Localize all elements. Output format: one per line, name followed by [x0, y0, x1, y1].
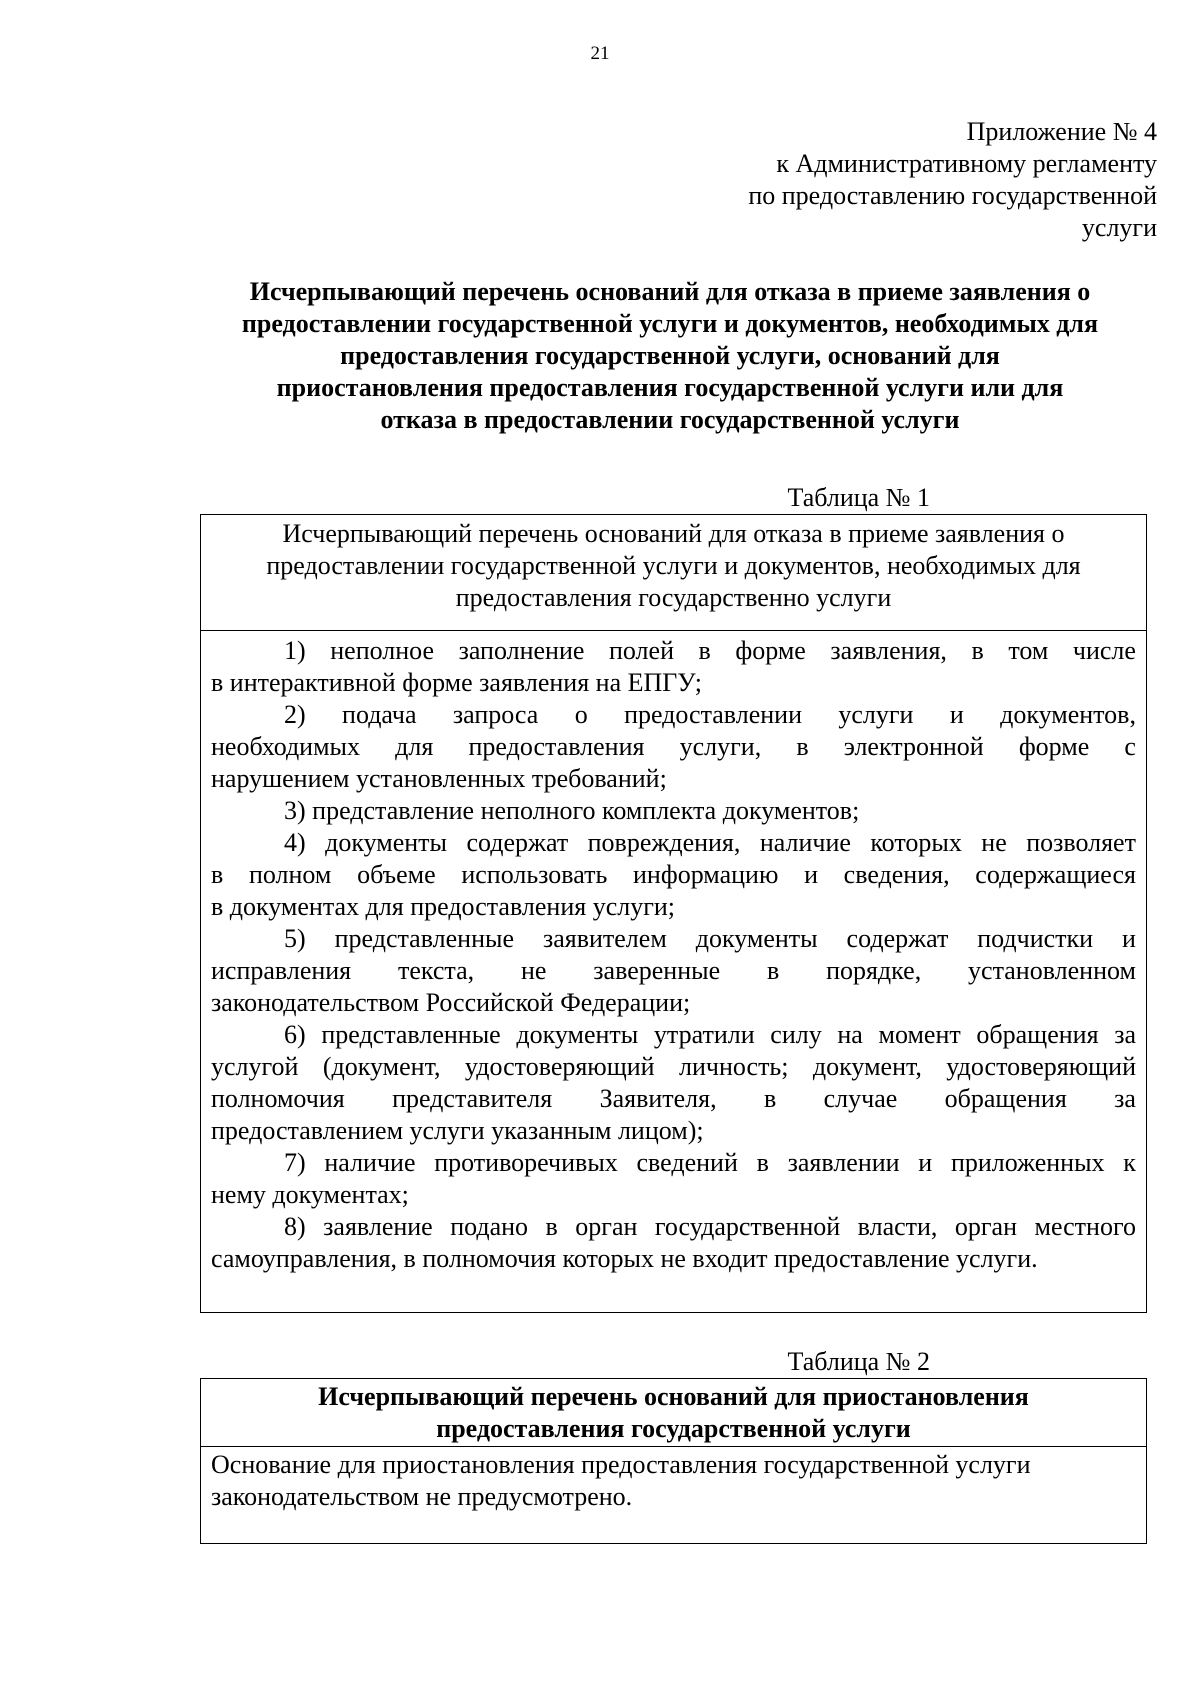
word: подчистки [977, 924, 1094, 953]
table1-line [211, 1211, 1136, 1243]
table1-line [211, 859, 1136, 891]
table2-body [201, 1447, 1146, 1513]
word: удостоверяющий [946, 1052, 1136, 1081]
word: документы [695, 924, 818, 953]
word: 4) [284, 828, 306, 857]
table2-header-line: предоставления государственной услуги [436, 1414, 911, 1443]
word: и [1122, 924, 1136, 953]
word: форме [735, 636, 806, 665]
word: подача [342, 700, 417, 729]
word: и [918, 1148, 933, 1177]
word: необходимых [211, 732, 361, 761]
word: (документ, [322, 1052, 441, 1081]
title-line: отказа в предоставлении государственной услуги [380, 405, 960, 434]
table1-line [211, 1083, 1136, 1115]
word: документов, [1000, 700, 1136, 729]
table1-line [211, 827, 1136, 859]
word: в [545, 1212, 558, 1241]
word: случае [823, 1084, 898, 1113]
word: неполное [330, 636, 435, 665]
word: документ, [812, 1052, 922, 1081]
word: в [766, 956, 780, 985]
appendix-line: к Административному регламенту [776, 149, 1157, 178]
table1-line: нему документах; [211, 1180, 409, 1209]
word: услуги [838, 700, 914, 729]
table1-header-line: Исчерпывающий перечень оснований для отказа в приеме заявления о [282, 519, 1065, 548]
table1 [200, 514, 1147, 1313]
table1-line: самоуправления, в полномочия которых не входит предоставление услуги. [211, 1244, 1038, 1273]
word: полном [248, 860, 332, 889]
word: о [574, 700, 588, 729]
word: с [1124, 732, 1136, 761]
word: 1) [284, 636, 306, 665]
title-line: предоставлении государственной услуги и документов, необходимых для [241, 309, 1099, 338]
word: полей [608, 636, 674, 665]
word: которых [870, 828, 962, 857]
word: обращения [976, 1020, 1099, 1049]
word: Заявителя, [599, 1084, 717, 1113]
word: числе [1072, 636, 1136, 665]
table2-header [201, 1379, 1146, 1447]
table1-line [211, 1147, 1136, 1179]
word: полномочия [211, 1084, 345, 1113]
appendix-line: услуги [1081, 213, 1157, 242]
word: местного [1034, 1212, 1136, 1241]
word: заявления, [830, 636, 947, 665]
word: и [804, 860, 818, 889]
word: повреждения, [587, 828, 741, 857]
word: 7) [284, 1148, 306, 1177]
word: заполнение [458, 636, 585, 665]
word: том [1008, 636, 1049, 665]
word: 8) [284, 1212, 306, 1241]
word: документы [325, 828, 447, 857]
word: услуги, [679, 732, 762, 761]
word: к [1123, 1148, 1136, 1177]
word: предоставлении [624, 700, 802, 729]
word: момент [878, 1020, 961, 1049]
word: в [796, 732, 809, 761]
word: орган [954, 1212, 1018, 1241]
title-line: предоставления государственной услуги, оснований для [340, 341, 1000, 370]
word: информацию [633, 860, 779, 889]
table1-header-line: предоставления государственно услуги [455, 583, 892, 612]
appendix-line: по предоставлению государственной [748, 181, 1157, 210]
table1-body [201, 631, 1146, 1312]
word: форме [1018, 732, 1090, 761]
word: для [395, 732, 434, 761]
word: заверенные [593, 956, 721, 985]
word: электронной [843, 732, 984, 761]
word: в [971, 636, 984, 665]
word: не [520, 956, 547, 985]
table1-line: в документах для предоставления услуги; [211, 892, 676, 921]
table1-line: 3) представление неполного комплекта документов; [284, 796, 860, 825]
table1-line: предоставлением услуги указанным лицом); [211, 1116, 704, 1145]
word: в [211, 860, 224, 889]
word: позволяет [1026, 828, 1136, 857]
word: содержат [846, 924, 949, 953]
word: 2) [284, 700, 306, 729]
word: подано [450, 1212, 529, 1241]
word: наличие [324, 1148, 416, 1177]
word: услугой [211, 1052, 299, 1081]
word: за [1114, 1020, 1136, 1049]
word: использовать [461, 860, 608, 889]
table1-header [201, 515, 1146, 631]
table2 [200, 1378, 1147, 1544]
word: сведения, [843, 860, 950, 889]
word: противоречивых [434, 1148, 618, 1177]
word: представителя [392, 1084, 553, 1113]
table1-line [211, 635, 1136, 667]
word: орган [575, 1212, 638, 1241]
word: государственной [654, 1212, 841, 1241]
table2-line: законодательством не предусмотрено. [211, 1482, 633, 1511]
word: объеме [357, 860, 436, 889]
table1-line [211, 955, 1136, 987]
appendix-line: Приложение № 4 [966, 117, 1157, 146]
word: силу [770, 1020, 822, 1049]
table1-line [211, 923, 1136, 955]
word: приложенных [950, 1148, 1105, 1177]
word: и [949, 700, 964, 729]
table1-line [211, 1051, 1136, 1083]
word: в [756, 1148, 769, 1177]
word: заявление [323, 1212, 433, 1241]
word: утратили [653, 1020, 755, 1049]
word: наличие [759, 828, 851, 857]
word: обращения [944, 1084, 1067, 1113]
table1-line [211, 1019, 1136, 1051]
word: текста, [397, 956, 475, 985]
title-line: Исчерпывающий перечень оснований для отказа в приеме заявления о [249, 277, 1091, 306]
table1-line [211, 731, 1136, 763]
appendix-block [560, 116, 1157, 244]
word: 6) [284, 1020, 306, 1049]
table1-header-line: предоставлении государственной услуги и документов, необходимых для [266, 551, 1081, 580]
table2-line: Основание для приостановления предоставления государственной услуги [211, 1450, 1031, 1479]
word: заявлении [787, 1148, 900, 1177]
word: личность; [679, 1052, 789, 1081]
word: представленные [321, 1020, 501, 1049]
word: порядке, [826, 956, 922, 985]
page-number: 21 [590, 43, 610, 64]
word: заявителем [542, 924, 667, 953]
word: содержащиеся [975, 860, 1136, 889]
word: в [698, 636, 711, 665]
word: запроса [452, 700, 539, 729]
word: власти, [857, 1212, 938, 1241]
document-title [190, 276, 1150, 436]
word: на [837, 1020, 863, 1049]
word: содержат [466, 828, 569, 857]
table1-line: в интерактивной форме заявления на ЕПГУ; [211, 668, 702, 697]
title-line: приостановления предоставления государственной услуги или для [276, 373, 1064, 402]
table1-line: законодательством Российской Федерации; [211, 988, 691, 1017]
word: установленном [968, 956, 1136, 985]
table1-line [211, 699, 1136, 731]
word: за [1114, 1084, 1136, 1113]
word: не [981, 828, 1007, 857]
word: удостоверяющий [464, 1052, 655, 1081]
table2-caption: Таблица № 2 [787, 1347, 930, 1376]
word: исправления [211, 956, 352, 985]
word: сведений [636, 1148, 738, 1177]
word: 5) [284, 924, 306, 953]
table2-header-line: Исчерпывающий перечень оснований для приостановления [318, 1382, 1029, 1411]
word: представленные [334, 924, 514, 953]
word: предоставления [468, 732, 645, 761]
word: в [763, 1084, 777, 1113]
table1-line: нарушением установленных требований; [211, 764, 667, 793]
table1-caption: Таблица № 1 [787, 483, 930, 512]
word: документы [516, 1020, 639, 1049]
